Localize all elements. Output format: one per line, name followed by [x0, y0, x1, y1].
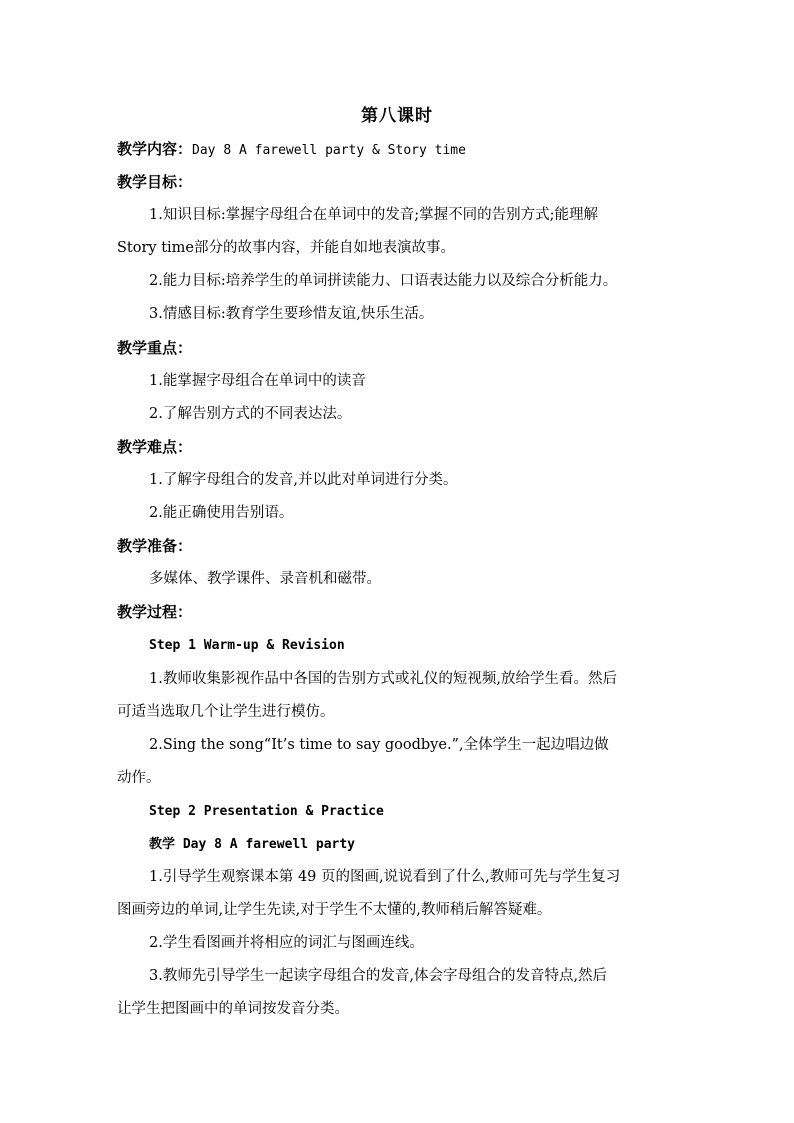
- step-2-subheading: 教学 Day 8 A farewell party: [149, 836, 356, 852]
- document-page: [117, 100, 677, 1027]
- content-label: 教学内容：: [117, 140, 193, 158]
- step-1-para-2-line1: 2.Sing the song“It’s time to say goodbye.”,全体学生一起边唱边做: [149, 736, 609, 753]
- key-point-2: 2.了解告别方式的不同表达法。: [149, 405, 352, 422]
- key-points-heading: 教学重点：: [117, 338, 193, 357]
- step-2-para-2: 2.学生看图画并将相应的词汇与图画连线。: [149, 935, 424, 952]
- content-value: Day 8 A farewell party & Story time: [192, 143, 466, 158]
- difficult-point-2: 2.能正确使用告别语。: [149, 505, 294, 522]
- step-1-heading: Step 1 Warm-up & Revision: [149, 638, 345, 654]
- goal-3: 3.情感目标:教育学生要珍惜友谊,快乐生活。: [149, 306, 434, 323]
- step-2-para-1-line2: 图画旁边的单词,让学生先读,对于学生不太懂的,教师稍后解答疑难。: [117, 902, 552, 919]
- content-heading: [117, 133, 677, 166]
- step-2-para-3-line1: 3.教师先引导学生一起读字母组合的发音,体会字母组合的发音特点,然后: [149, 968, 608, 985]
- difficult-point-1: 1.了解字母组合的发音,并以此对单词进行分类。: [149, 471, 458, 488]
- step-2-para-1-line1: 1.引导学生观察课本第 49 页的图画,说说看到了什么,教师可先与学生复习: [149, 869, 621, 886]
- preparation-item: 多媒体、教学课件、录音机和磁带。: [149, 571, 381, 588]
- process-heading: 教学过程：: [117, 603, 193, 622]
- goal-2: 2.能力目标:培养学生的单词拼读能力、口语表达能力以及综合分析能力。: [149, 273, 618, 290]
- goal-1-line1: 1.知识目标:掌握字母组合在单词中的发音;掌握不同的告别方式;能理解: [149, 207, 598, 224]
- step-1-para-1-line1: 1.教师收集影视作品中各国的告别方式或礼仪的短视频,放给学生看。然后: [149, 670, 617, 687]
- step-2-para-3-line2: 让学生把图画中的单词按发音分类。: [117, 1001, 349, 1018]
- goals-heading: 教学目标：: [117, 173, 193, 192]
- preparation-heading: 教学准备：: [117, 537, 193, 556]
- step-1-para-1-line2: 可适当选取几个让学生进行模仿。: [117, 703, 335, 720]
- page-title: 第八课时: [361, 106, 433, 126]
- step-2-heading: Step 2 Presentation & Practice: [149, 803, 384, 819]
- goal-1-line2: Story time部分的故事内容，并能自如地表演故事。: [117, 240, 456, 257]
- key-point-1: 1.能掌握字母组合在单词中的读音: [149, 372, 366, 389]
- step-1-para-2-line2: 动作。: [117, 769, 161, 786]
- difficult-points-heading: 教学难点：: [117, 437, 193, 456]
